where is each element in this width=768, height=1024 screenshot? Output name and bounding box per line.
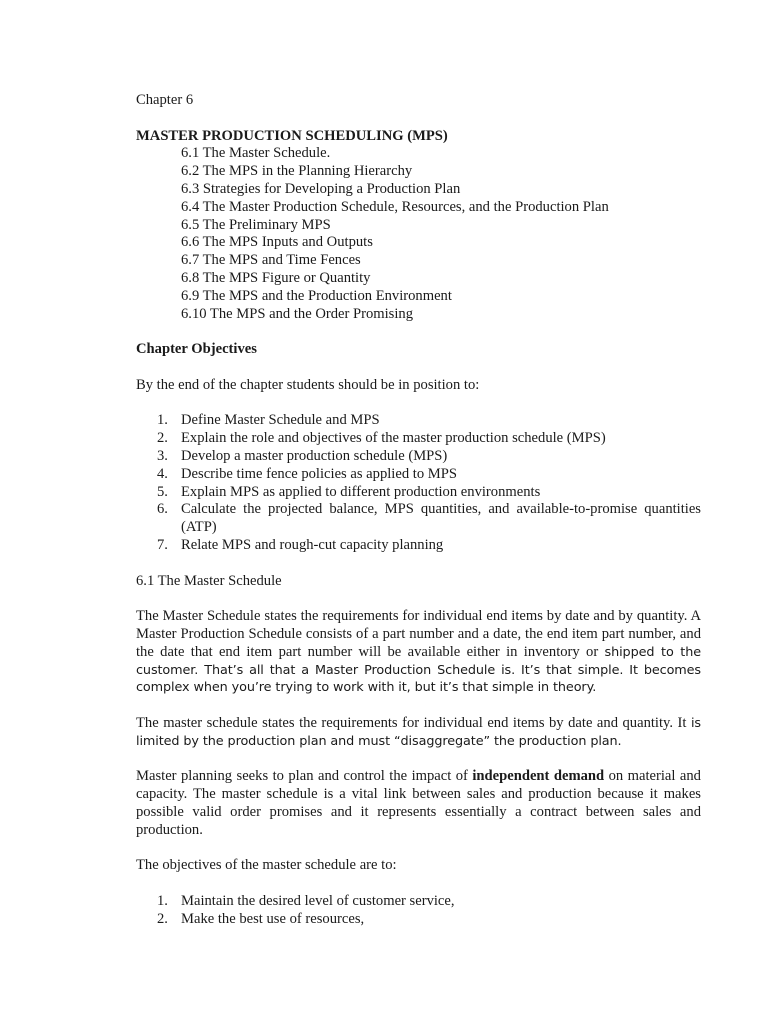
toc-item: 6.3 Strategies for Developing a Production Plan bbox=[181, 180, 461, 197]
list-item bbox=[136, 893, 701, 911]
toc-item: 6.4 The Master Production Schedule, Resources, and the Production Plan bbox=[181, 198, 609, 215]
list-item bbox=[136, 537, 701, 555]
list-number: 1. bbox=[157, 892, 168, 909]
list-text: Make the best use of resources, bbox=[181, 910, 365, 927]
list-number: 7. bbox=[157, 536, 168, 553]
list-item bbox=[136, 911, 701, 929]
list-text: Relate MPS and rough-cut capacity planning bbox=[181, 536, 444, 553]
list-text: Explain MPS as applied to different production environments bbox=[181, 483, 541, 500]
list-text: Define Master Schedule and MPS bbox=[181, 412, 380, 429]
list-item bbox=[136, 448, 701, 466]
document-page bbox=[136, 92, 701, 928]
list-item bbox=[136, 484, 701, 502]
table-of-contents bbox=[136, 145, 701, 323]
list-text: Describe time fence policies as applied to MPS bbox=[181, 465, 457, 482]
toc-item: 6.6 The MPS Inputs and Outputs bbox=[181, 234, 373, 251]
toc-item: 6.1 The Master Schedule. bbox=[181, 145, 331, 162]
paragraph-text: shipped to the customer. That’s all that a Master Production Schedule is. It’s that simple. It becomes complex when you’re trying to work with it, but it’s that simple in theory. bbox=[136, 644, 702, 696]
list-number: 1. bbox=[157, 412, 168, 429]
chapter-title: MASTER PRODUCTION SCHEDULING (MPS) bbox=[136, 127, 448, 144]
paragraph-text: The Master Schedule states the requirements for individual end items by date and by quantity. A Master Production Schedule consists of a part number and a date, the end item part number, and the date that end item part number will be available either in inventory or bbox=[136, 608, 701, 660]
list-text: Maintain the desired level of customer service, bbox=[181, 892, 455, 909]
list-number: 4. bbox=[157, 465, 168, 482]
paragraph bbox=[136, 768, 701, 839]
toc-item: 6.9 The MPS and the Production Environment bbox=[181, 287, 452, 304]
objectives-intro: By the end of the chapter students should be in position to: bbox=[136, 376, 480, 393]
toc-item: 6.2 The MPS in the Planning Hierarchy bbox=[181, 163, 413, 180]
section-heading: 6.1 The Master Schedule bbox=[136, 572, 282, 589]
toc-item: 6.5 The Preliminary MPS bbox=[181, 216, 331, 233]
list-item bbox=[136, 466, 701, 484]
paragraph-text: is limited by the production plan and must “disaggregate” the production plan. bbox=[136, 715, 701, 749]
list-text: Explain the role and objectives of the master production schedule (MPS) bbox=[181, 430, 606, 447]
list-number: 2. bbox=[157, 910, 168, 927]
objectives-heading: Chapter Objectives bbox=[136, 341, 257, 358]
master-schedule-objectives-list bbox=[136, 893, 701, 929]
list-number: 6. bbox=[157, 501, 168, 518]
objectives-list bbox=[136, 412, 701, 554]
list-item bbox=[136, 501, 701, 537]
list-text: Calculate the projected balance, MPS quantities, and available-to-promise quantities (ATP) bbox=[181, 501, 701, 536]
toc-item: 6.10 The MPS and the Order Promising bbox=[181, 305, 414, 322]
list-item bbox=[136, 412, 701, 430]
chapter-label: Chapter 6 bbox=[136, 92, 194, 108]
list-number: 5. bbox=[157, 483, 168, 500]
objectives-intro: The objectives of the master schedule are to: bbox=[136, 857, 397, 874]
paragraph-text: The master schedule states the requirements for individual end items by date and quantity. It bbox=[136, 714, 687, 731]
list-text: Develop a master production schedule (MPS) bbox=[181, 447, 448, 464]
paragraph-text: Master planning seeks to plan and control the impact of bbox=[136, 768, 473, 785]
list-item bbox=[136, 430, 701, 448]
paragraph bbox=[136, 608, 701, 697]
toc-item: 6.7 The MPS and Time Fences bbox=[181, 252, 361, 269]
paragraph-text: on material and capacity. The master schedule is a vital link between sales and production because it makes possible valid order promises and it represents essentially a contract between sales and production. bbox=[136, 768, 701, 838]
list-number: 2. bbox=[157, 430, 168, 447]
bold-term: independent demand bbox=[472, 768, 605, 785]
list-number: 3. bbox=[157, 447, 168, 464]
paragraph bbox=[136, 715, 701, 751]
toc-item: 6.8 The MPS Figure or Quantity bbox=[181, 269, 371, 286]
